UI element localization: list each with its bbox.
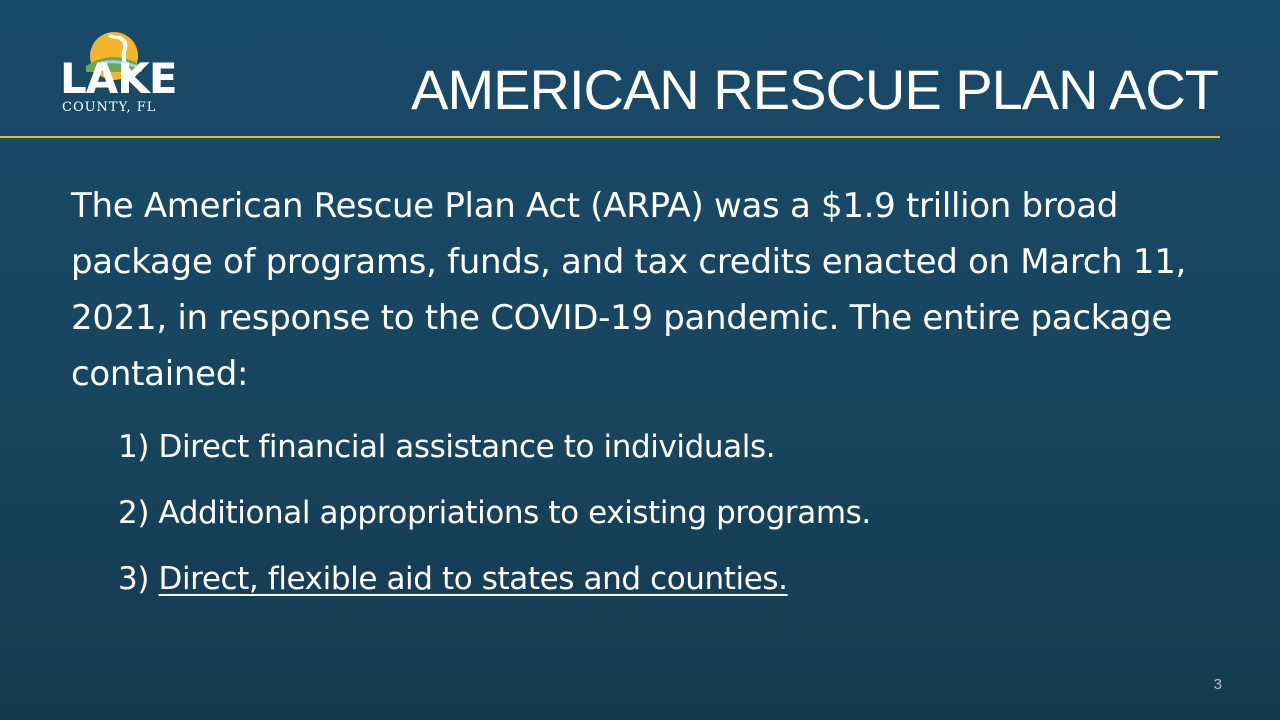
lake-county-logo	[58, 28, 182, 120]
slide-title: AMERICAN RESCUE PLAN ACT	[411, 58, 1218, 121]
package-list	[118, 419, 871, 617]
page-number: 3	[1213, 676, 1222, 693]
list-item	[118, 485, 871, 551]
list-item-text: Additional appropriations to existing programs.	[158, 495, 871, 531]
list-item-number: 3)	[118, 561, 159, 597]
list-item	[118, 551, 871, 617]
list-item-text: Direct financial assistance to individuals.	[158, 429, 776, 465]
logo-subtitle: COUNTY, FL	[62, 100, 157, 115]
logo-wordmark: LAKE	[60, 54, 177, 103]
list-item-number: 1)	[118, 429, 159, 465]
list-item-text-underlined: Direct, flexible aid to states and counties.	[158, 561, 788, 597]
title-divider	[0, 136, 1220, 138]
list-item-number: 2)	[118, 495, 159, 531]
intro-paragraph: The American Rescue Plan Act (ARPA) was a $1.9 trillion broad package of programs, funds, and tax credits enacted on March 11, 2021, in response to the COVID-19 pandemic. The entire package contained:	[71, 186, 1187, 394]
list-item	[118, 419, 871, 485]
